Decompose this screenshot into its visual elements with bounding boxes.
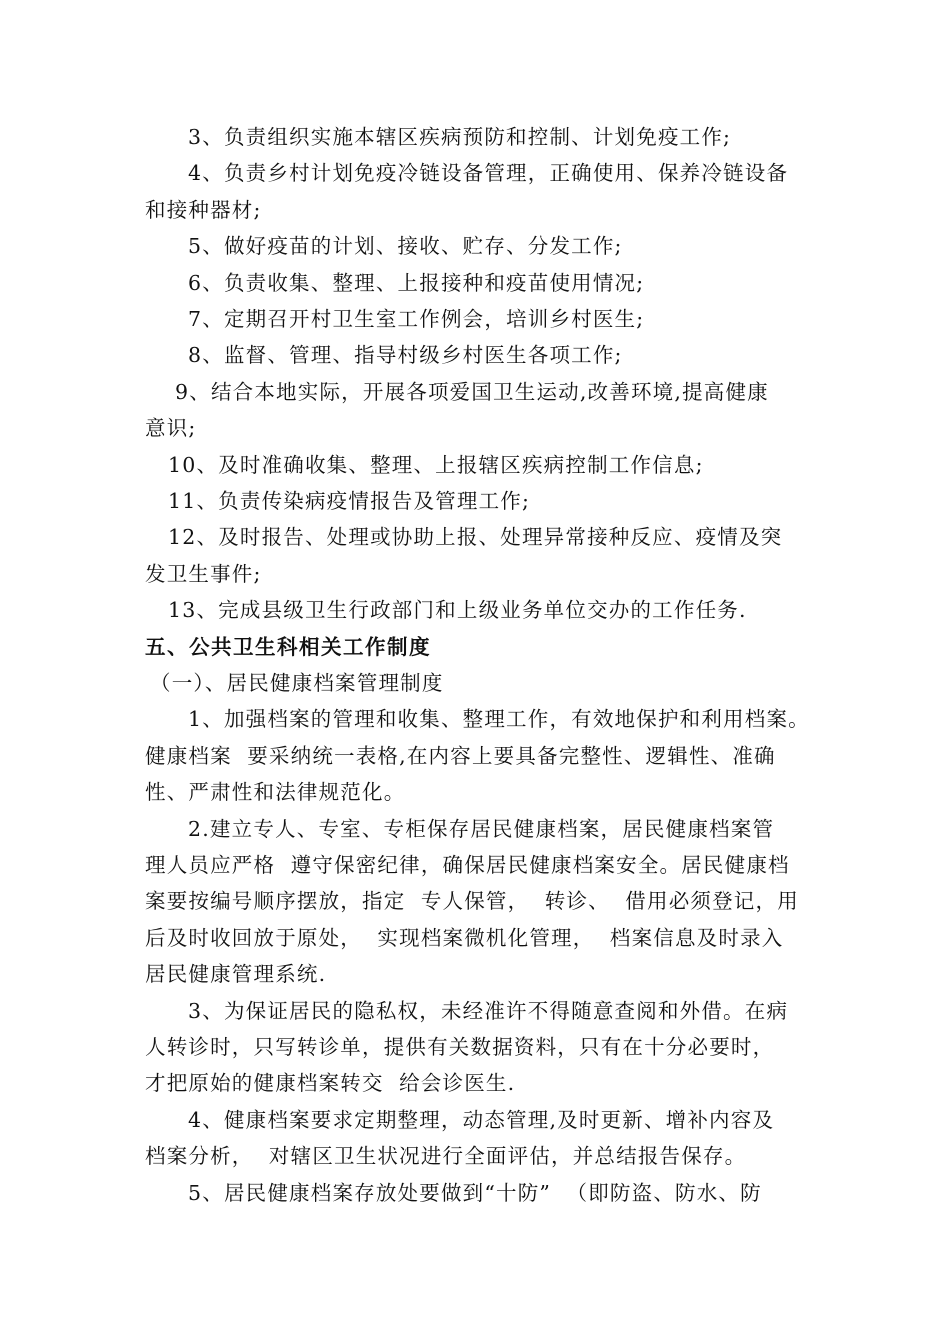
- rule-1-cont-a: 健康档案 要采纳统一表格,在内容上要具备完整性、逻辑性、准确: [145, 744, 776, 768]
- rule-5: 5、居民健康档案存放处要做到“十防” （即防盗、防水、防: [188, 1181, 762, 1205]
- duty-item-5: 5、做好疫苗的计划、接收、贮存、分发工作;: [188, 234, 623, 258]
- duty-item-7: 7、定期召开村卫生室工作例会，培训乡村医生;: [188, 307, 645, 331]
- duty-item-9-cont: 意识;: [145, 416, 197, 440]
- rule-3: 3、为保证居民的隐私权，未经准许不得随意查阅和外借。在病: [188, 999, 789, 1023]
- rule-4: 4、健康档案要求定期整理，动态管理,及时更新、增补内容及: [188, 1108, 775, 1132]
- duty-item-10: 10、及时准确收集、整理、上报辖区疾病控制工作信息;: [168, 453, 704, 477]
- rule-2-cont-b: 案要按编号顺序摆放，指定 专人保管， 转诊、 借用必须登记，用: [145, 889, 799, 913]
- duty-item-4: 4、负责乡村计划免疫冷链设备管理，正确使用、保养冷链设备: [188, 161, 789, 185]
- subsection-heading: （一）、居民健康档案管理制度: [150, 671, 444, 695]
- rule-3-cont-a: 人转诊时，只写转诊单，提供有关数据资料，只有在十分必要时，: [145, 1035, 775, 1059]
- rule-1-cont-b: 性、严肃性和法律规范化。: [145, 780, 406, 804]
- rule-2: 2.建立专人、专室、专柜保存居民健康档案，居民健康档案管: [188, 817, 775, 841]
- rule-4-cont: 档案分析， 对辖区卫生状况进行全面评估，并总结报告保存。: [145, 1144, 747, 1168]
- duty-item-9: 9、结合本地实际，开展各项爱国卫生运动,改善环境,提高健康: [175, 380, 769, 404]
- duty-item-6: 6、负责收集、整理、上报接种和疫苗使用情况;: [188, 271, 645, 295]
- section-heading: 五、公共卫生科相关工作制度: [145, 635, 431, 659]
- duty-item-8: 8、监督、管理、指导村级乡村医生各项工作;: [188, 343, 623, 367]
- duty-item-11: 11、负责传染病疫情报告及管理工作;: [168, 489, 531, 513]
- duty-item-3: 3、负责组织实施本辖区疾病预防和控制、计划免疫工作;: [188, 125, 732, 149]
- duty-item-12: 12、及时报告、处理或协助上报、处理异常接种反应、疫情及突: [168, 525, 783, 549]
- duty-item-13: 13、完成县级卫生行政部门和上级业务单位交办的工作任务.: [168, 598, 747, 622]
- duty-item-4-cont: 和接种器材;: [145, 198, 262, 222]
- duty-item-12-cont: 发卫生事件;: [145, 562, 262, 586]
- rule-2-cont-a: 理人员应严格 遵守保密纪律，确保居民健康档案安全。居民健康档: [145, 853, 790, 877]
- rule-2-cont-d: 居民健康管理系统.: [145, 962, 327, 986]
- rule-2-cont-c: 后及时收回放于原处， 实现档案微机化管理， 档案信息及时录入: [145, 926, 784, 950]
- rule-3-cont-b: 才把原始的健康档案转交 给会诊医生.: [145, 1071, 516, 1095]
- rule-1: 1、加强档案的管理和收集、整理工作，有效地保护和利用档案。: [188, 707, 810, 731]
